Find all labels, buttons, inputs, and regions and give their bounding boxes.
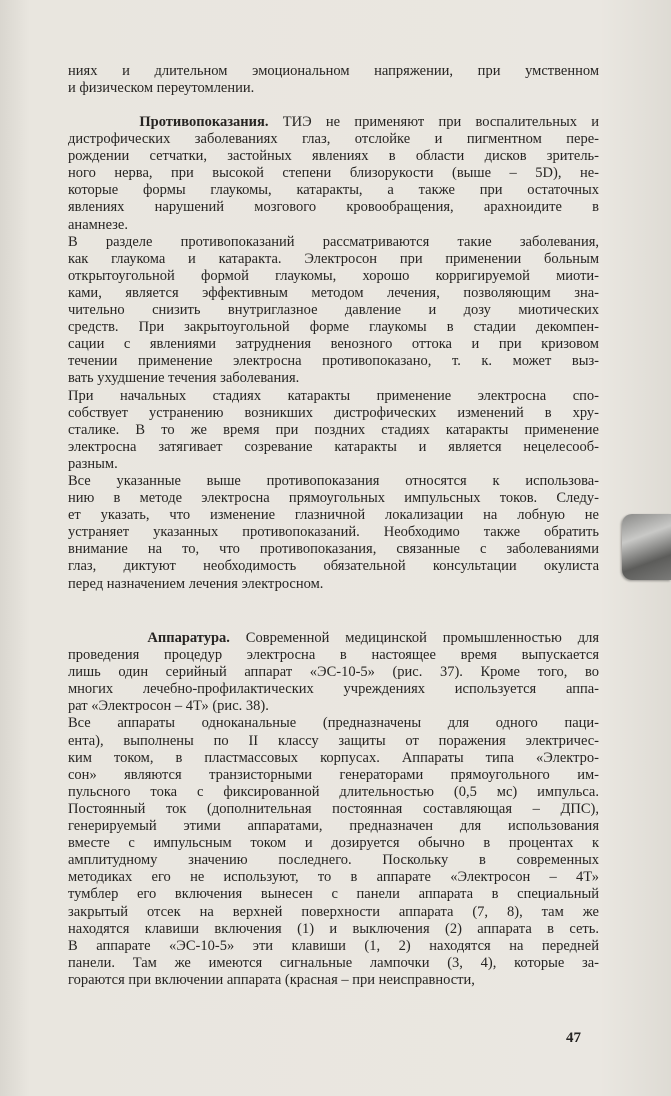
- text-line: течении применение электросна противопоказано, т. к. может выз-: [68, 353, 599, 370]
- text-line: средств. При закрытоугольной форме глаукомы в стадии декомпен-: [68, 319, 599, 336]
- text-line: вместе с импульсным током и дозируется обычно в процентах к: [68, 835, 599, 852]
- text-span: Современной медицинской промышленностью для: [229, 630, 600, 646]
- text-line: ет указать, что изменение глазничной локализации на лобную не: [68, 507, 599, 524]
- text-line: ента), выполнены по II классу защиты от поражения электричес-: [68, 732, 599, 749]
- text-line: закрытый отсек на верхней поверхности аппарата (7, 8), там же: [68, 903, 599, 920]
- text-line: и физическом переутомлении.: [68, 80, 255, 97]
- text-line: рождении сетчатки, застойных явлениях в области дисков зритель-: [68, 148, 599, 165]
- text-line: устраняет указанных противопоказаний. Необходимо также обратить: [68, 524, 599, 541]
- text-line: многих лечебно-профилактических учреждениях используется аппа-: [68, 681, 599, 698]
- text-line: как глаукома и катаракта. Электросон при применении больным: [68, 250, 599, 267]
- apparatus-section: [68, 630, 599, 989]
- text-line: проведения процедур электросна в настоящее время выпускается: [68, 647, 599, 664]
- section-heading-apparatus: Аппаратура.: [147, 630, 230, 646]
- text-line: сон» являются транзисторными генераторами прямоугольного им-: [68, 766, 599, 783]
- text-line: ниях и длительном эмоциональном напряжении, при умственном: [68, 63, 599, 79]
- text-line: электросна затягивает созревание катаракты и является нецелесооб-: [68, 438, 599, 455]
- section-heading-contraindications: Противопоказания.: [139, 114, 269, 130]
- text-line: вать ухудшение течения заболевания.: [68, 370, 300, 387]
- text-line: нию в методе электросна прямоугольных импульсных токов. Следу-: [68, 490, 599, 507]
- text-line: лишь один серийный аппарат «ЭС-10-5» (рис. 37). Кроме того, во: [68, 664, 599, 681]
- text-line: амплитудному значению последнего. Поскольку в современных: [68, 852, 599, 869]
- text-line: В аппарате «ЭС-10-5» эти клавиши (1, 2) находятся на передней: [68, 937, 599, 954]
- text-line: Все указанные выше противопоказания относятся к использова-: [68, 472, 599, 489]
- text-line: При начальных стадиях катаракты применение электросна спо-: [68, 387, 599, 404]
- text-line: сации с явлениями затруднения венозного оттока и при кризовом: [68, 336, 599, 353]
- text-line: панели. Там же имеются сигнальные лампочки (3, 4), которые за-: [68, 954, 599, 971]
- text-line: ким током, в пластмассовых корпусах. Аппараты типа «Электро-: [68, 749, 599, 766]
- text-line: [68, 630, 599, 647]
- text-line: глаз, диктуют необходимость обязательной консультации окулиста: [68, 558, 599, 575]
- text-line: разным.: [68, 455, 118, 472]
- text-line: рат «Электросон – 4Т» (рис. 38).: [68, 698, 269, 715]
- text-line: В разделе противопоказаний рассматриваются такие заболевания,: [68, 233, 599, 250]
- text-line: ками, является эффективным методом лечения, позволяющим зна-: [68, 284, 599, 301]
- text-line: Все аппараты одноканальные (предназначены для одного паци-: [68, 715, 599, 732]
- text-line: генерируемый этими аппаратами, предназначен для использования: [68, 818, 599, 835]
- text-line: собствует устранению возникших дистрофических изменений в хру-: [68, 404, 599, 421]
- page-number: 47: [566, 1030, 581, 1046]
- text-line: пульсного тока с фиксированной длительностью (0,5 мс) импульса.: [68, 783, 599, 800]
- text-line: гораются при включении аппарата (красная – при неисправности,: [68, 971, 475, 988]
- text-line: тумблер его включения вынесен с панели аппарата в специальный: [68, 886, 599, 903]
- contraindications-section: [68, 114, 599, 593]
- text-line: сталике. В то же время при поздних стадиях катаракты применение: [68, 421, 599, 438]
- text-line: [68, 114, 599, 131]
- text-span: ТИЭ не применяют при воспалительных и: [268, 114, 599, 130]
- text-line: методиках его не используют, то в аппарате «Электросон – 4Т»: [68, 869, 599, 886]
- text-line: внимание на то, что противопоказания, связанные с заболеваниями: [68, 541, 599, 558]
- text-line: которые формы глаукомы, катаракты, а также при остаточных: [68, 182, 599, 199]
- text-line: Постоянный ток (дополнительная постоянная составляющая – ДПС),: [68, 800, 599, 817]
- text-line: явлениях нарушений мозгового кровообращения, арахноидите в: [68, 199, 599, 216]
- text-line: дистрофических заболеваниях глаз, отслойке и пигментном пере-: [68, 131, 599, 148]
- text-line: открытоугольной формой глаукомы, хорошо корригируемой миоти-: [68, 267, 599, 284]
- text-line: анамнезе.: [68, 216, 128, 233]
- text-line: перед назначением лечения электросном.: [68, 575, 324, 592]
- text-line: чительно снизить внутриглазное давление и дозу миотических: [68, 302, 599, 319]
- book-thumb-tab: [622, 514, 671, 580]
- text-line: находятся клавиши включения (1) и выключения (2) аппарата в сеть.: [68, 920, 599, 937]
- text-line: ного нерва, при высокой степени близорукости (выше – 5D), не-: [68, 165, 599, 182]
- intro-paragraph: [68, 63, 599, 97]
